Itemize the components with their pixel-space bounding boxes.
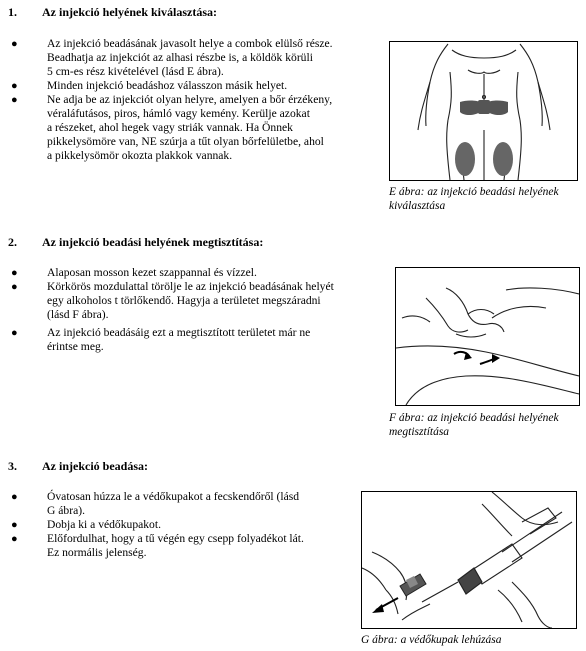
- figure-e-body: [389, 41, 578, 181]
- syringe-cap-icon: [362, 492, 576, 628]
- figure-g-cap-removal: [361, 491, 577, 629]
- list-item: [8, 490, 380, 518]
- line: pikkelysömöre van, NE szúrja a tűt olyan bőrfelületbe, ahol: [47, 135, 324, 148]
- caption-line: megtisztítása: [389, 426, 450, 438]
- section-number: 1.: [8, 5, 17, 19]
- figure-g-caption: [361, 633, 581, 647]
- bullet-icon: ●: [11, 94, 18, 106]
- list-item: [8, 532, 380, 560]
- line: Az injekció beadásának javasolt helye a combok elülső része.: [47, 37, 333, 50]
- line: érintse meg.: [47, 340, 104, 353]
- line: Beadhatja az injekciót az alhasi részbe is, a köldök körüli: [47, 51, 313, 64]
- caption-line: E ábra: az injekció beadási helyének: [389, 186, 559, 198]
- line: a pikkelysömör okozta plakkok vannak.: [47, 149, 233, 162]
- list-item: [8, 518, 380, 532]
- line: véraláfutásos, piros, hámló vagy kemény. Kerülje azokat: [47, 107, 310, 120]
- section-3-heading: [8, 459, 148, 474]
- list-item: [8, 79, 380, 93]
- section-number: 3.: [8, 459, 17, 473]
- bullet-icon: ●: [11, 38, 18, 50]
- section-2-bullets: [8, 266, 380, 354]
- line: (lásd F ábra).: [47, 308, 109, 321]
- section-title: Az injekció beadási helyének megtisztítása:: [42, 235, 264, 249]
- caption-line: kiválasztása: [389, 200, 446, 212]
- section-1-bullets: [8, 37, 380, 163]
- list-item: [8, 280, 380, 322]
- bullet-icon: ●: [11, 267, 18, 279]
- line: a részeket, ahol hegek vagy striák vannak. Ha Önnek: [47, 121, 293, 134]
- caption-line: G ábra: a védőkupak lehúzása: [361, 634, 502, 646]
- list-item: [8, 326, 380, 354]
- line: Óvatosan húzza le a védőkupakot a fecskendőről (lásd: [47, 490, 300, 503]
- line: Minden injekció beadáshoz válasszon másik helyet.: [47, 79, 288, 92]
- line: Dobja ki a védőkupakot.: [47, 518, 161, 531]
- line: Előfordulhat, hogy a tű végén egy csepp folyadékot lát.: [47, 532, 304, 545]
- list-item: [8, 266, 380, 280]
- body-outline-icon: [390, 42, 577, 180]
- figure-f-caption: [389, 411, 584, 439]
- list-item: [8, 37, 380, 79]
- bullet-icon: ●: [11, 519, 18, 531]
- bullet-icon: ●: [11, 533, 18, 545]
- bullet-icon: ●: [11, 491, 18, 503]
- section-number: 2.: [8, 235, 17, 249]
- line: Ne adja be az injekciót olyan helyre, amelyen a bőr érzékeny,: [47, 93, 333, 106]
- line: Ez normális jelenség.: [47, 546, 147, 559]
- list-item: [8, 93, 380, 163]
- bullet-icon: ●: [11, 80, 18, 92]
- section-title: Az injekció helyének kiválasztása:: [42, 5, 217, 19]
- line: 5 cm-es rész kivételével (lásd E ábra).: [47, 65, 224, 78]
- section-3-bullets: [8, 490, 380, 560]
- line: G ábra).: [47, 504, 85, 517]
- wipe-thigh-icon: [396, 268, 579, 405]
- line: egy alkoholos t törlőkendő. Hagyja a területet megszáradni: [47, 294, 321, 307]
- bullet-icon: ●: [11, 281, 18, 293]
- bullet-icon: ●: [11, 327, 18, 339]
- line: Az injekció beadásáig ezt a megtisztított területet már ne: [47, 326, 311, 339]
- figure-e-caption: [389, 185, 584, 213]
- figure-f-cleaning: [395, 267, 580, 406]
- section-1-heading: [8, 5, 217, 20]
- section-2-heading: [8, 235, 263, 250]
- caption-line: F ábra: az injekció beadási helyének: [389, 412, 559, 424]
- section-title: Az injekció beadása:: [42, 459, 148, 473]
- line: Körkörös mozdulattal törölje le az injekció beadásának helyét: [47, 280, 334, 293]
- line: Alaposan mosson kezet szappannal és vízzel.: [47, 266, 257, 279]
